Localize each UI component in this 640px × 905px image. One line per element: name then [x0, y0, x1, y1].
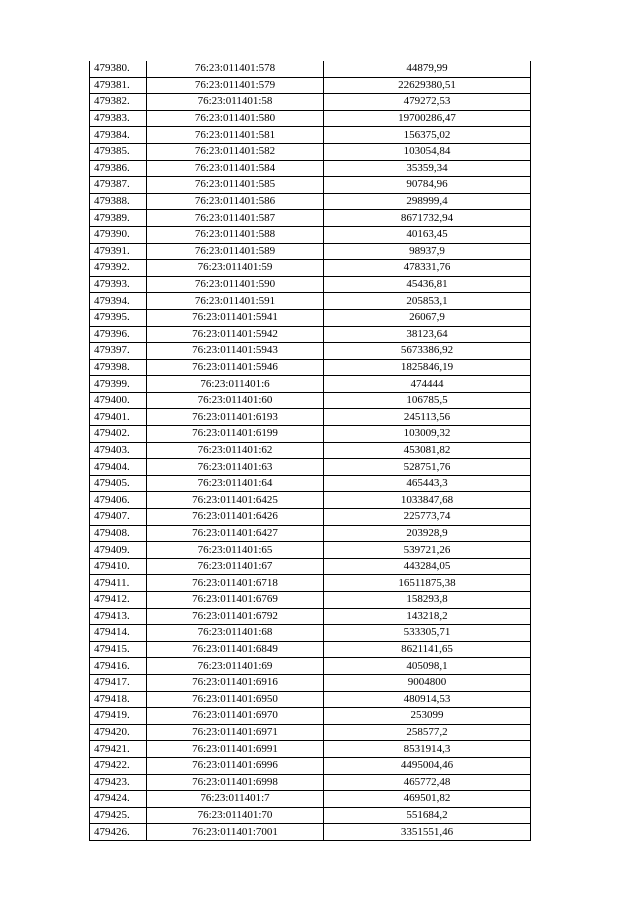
value-cell: 40163,45: [324, 226, 531, 243]
table-row: [90, 708, 531, 725]
row-number-cell: 479385.: [90, 143, 147, 160]
cadastral-number-cell: 76:23:011401:590: [147, 276, 324, 293]
row-number-cell: 479382.: [90, 94, 147, 111]
table-row: [90, 110, 531, 127]
table-body: [90, 61, 531, 840]
cadastral-number-cell: 76:23:011401:69: [147, 658, 324, 675]
cadastral-number-cell: 76:23:011401:5943: [147, 343, 324, 360]
table-row: [90, 625, 531, 642]
cadastral-number-cell: 76:23:011401:6998: [147, 774, 324, 791]
table-row: [90, 193, 531, 210]
value-cell: 478331,76: [324, 260, 531, 277]
value-cell: 1033847,68: [324, 492, 531, 509]
row-number-cell: 479413.: [90, 608, 147, 625]
cadastral-number-cell: 76:23:011401:58: [147, 94, 324, 111]
table-row: [90, 774, 531, 791]
table-row: [90, 608, 531, 625]
table-row: [90, 210, 531, 227]
cadastral-number-cell: 76:23:011401:580: [147, 110, 324, 127]
row-number-cell: 479416.: [90, 658, 147, 675]
value-cell: 245113,56: [324, 409, 531, 426]
value-cell: 90784,96: [324, 177, 531, 194]
row-number-cell: 479383.: [90, 110, 147, 127]
value-cell: 98937,9: [324, 243, 531, 260]
cadastral-number-cell: 76:23:011401:67: [147, 558, 324, 575]
value-cell: 203928,9: [324, 525, 531, 542]
value-cell: 469501,82: [324, 791, 531, 808]
table-row: [90, 824, 531, 841]
row-number-cell: 479408.: [90, 525, 147, 542]
table-row: [90, 359, 531, 376]
cadastral-number-cell: 76:23:011401:578: [147, 61, 324, 77]
cadastral-number-cell: 76:23:011401:68: [147, 625, 324, 642]
table-row: [90, 143, 531, 160]
cadastral-number-cell: 76:23:011401:62: [147, 442, 324, 459]
value-cell: 106785,5: [324, 392, 531, 409]
value-cell: 5673386,92: [324, 343, 531, 360]
row-number-cell: 479394.: [90, 293, 147, 310]
cadastral-number-cell: 76:23:011401:7: [147, 791, 324, 808]
table-row: [90, 459, 531, 476]
value-cell: 528751,76: [324, 459, 531, 476]
cadastral-number-cell: 76:23:011401:6769: [147, 592, 324, 609]
table-row: [90, 509, 531, 526]
cadastral-number-cell: 76:23:011401:5946: [147, 359, 324, 376]
row-number-cell: 479417.: [90, 674, 147, 691]
value-cell: 35359,34: [324, 160, 531, 177]
value-cell: 8621141,65: [324, 641, 531, 658]
cadastral-number-cell: 76:23:011401:6: [147, 376, 324, 393]
cadastral-number-cell: 76:23:011401:584: [147, 160, 324, 177]
value-cell: 44879,99: [324, 61, 531, 77]
cadastral-number-cell: 76:23:011401:6718: [147, 575, 324, 592]
cadastral-number-cell: 76:23:011401:60: [147, 392, 324, 409]
row-number-cell: 479390.: [90, 226, 147, 243]
table-row: [90, 558, 531, 575]
row-number-cell: 479380.: [90, 61, 147, 77]
cadastral-number-cell: 76:23:011401:581: [147, 127, 324, 144]
row-number-cell: 479409.: [90, 542, 147, 559]
row-number-cell: 479391.: [90, 243, 147, 260]
row-number-cell: 479415.: [90, 641, 147, 658]
cadastral-number-cell: 76:23:011401:6996: [147, 757, 324, 774]
value-cell: 533305,71: [324, 625, 531, 642]
value-cell: 8671732,94: [324, 210, 531, 227]
table-row: [90, 492, 531, 509]
row-number-cell: 479381.: [90, 77, 147, 94]
row-number-cell: 479421.: [90, 741, 147, 758]
table-row: [90, 127, 531, 144]
row-number-cell: 479411.: [90, 575, 147, 592]
table-row: [90, 376, 531, 393]
value-cell: 298999,4: [324, 193, 531, 210]
row-number-cell: 479398.: [90, 359, 147, 376]
cadastral-number-cell: 76:23:011401:63: [147, 459, 324, 476]
table-row: [90, 674, 531, 691]
value-cell: 16511875,38: [324, 575, 531, 592]
table-row: [90, 542, 531, 559]
value-cell: 156375,02: [324, 127, 531, 144]
row-number-cell: 479426.: [90, 824, 147, 841]
row-number-cell: 479412.: [90, 592, 147, 609]
cadastral-number-cell: 76:23:011401:70: [147, 807, 324, 824]
value-cell: 8531914,3: [324, 741, 531, 758]
value-cell: 103054,84: [324, 143, 531, 160]
cadastral-number-cell: 76:23:011401:6950: [147, 691, 324, 708]
row-number-cell: 479405.: [90, 475, 147, 492]
row-number-cell: 479396.: [90, 326, 147, 343]
row-number-cell: 479424.: [90, 791, 147, 808]
row-number-cell: 479389.: [90, 210, 147, 227]
value-cell: 539721,26: [324, 542, 531, 559]
value-cell: 465772,48: [324, 774, 531, 791]
cadastral-number-cell: 76:23:011401:6199: [147, 426, 324, 443]
table-row: [90, 392, 531, 409]
value-cell: 38123,64: [324, 326, 531, 343]
cadastral-number-cell: 76:23:011401:587: [147, 210, 324, 227]
cadastral-number-cell: 76:23:011401:585: [147, 177, 324, 194]
value-cell: 103009,32: [324, 426, 531, 443]
value-cell: 1825846,19: [324, 359, 531, 376]
row-number-cell: 479420.: [90, 724, 147, 741]
row-number-cell: 479423.: [90, 774, 147, 791]
row-number-cell: 479422.: [90, 757, 147, 774]
table-row: [90, 641, 531, 658]
value-cell: 205853,1: [324, 293, 531, 310]
value-cell: 480914,53: [324, 691, 531, 708]
cadastral-number-cell: 76:23:011401:64: [147, 475, 324, 492]
table-row: [90, 226, 531, 243]
cadastral-number-cell: 76:23:011401:586: [147, 193, 324, 210]
table-row: [90, 724, 531, 741]
table-row: [90, 293, 531, 310]
table-row: [90, 757, 531, 774]
value-cell: 158293,8: [324, 592, 531, 609]
cadastral-number-cell: 76:23:011401:6991: [147, 741, 324, 758]
cadastral-number-cell: 76:23:011401:5941: [147, 309, 324, 326]
cadastral-number-cell: 76:23:011401:6970: [147, 708, 324, 725]
value-cell: 26067,9: [324, 309, 531, 326]
table-row: [90, 525, 531, 542]
value-cell: 225773,74: [324, 509, 531, 526]
table-row: [90, 658, 531, 675]
cadastral-number-cell: 76:23:011401:6971: [147, 724, 324, 741]
table-row: [90, 160, 531, 177]
row-number-cell: 479395.: [90, 309, 147, 326]
row-number-cell: 479402.: [90, 426, 147, 443]
value-cell: 143218,2: [324, 608, 531, 625]
value-cell: 9004800: [324, 674, 531, 691]
cadastral-number-cell: 76:23:011401:65: [147, 542, 324, 559]
cadastral-value-table: [89, 61, 531, 841]
cadastral-number-cell: 76:23:011401:5942: [147, 326, 324, 343]
cadastral-number-cell: 76:23:011401:6427: [147, 525, 324, 542]
row-number-cell: 479387.: [90, 177, 147, 194]
table-row: [90, 309, 531, 326]
row-number-cell: 479388.: [90, 193, 147, 210]
table-row: [90, 741, 531, 758]
value-cell: 479272,53: [324, 94, 531, 111]
value-cell: 22629380,51: [324, 77, 531, 94]
cadastral-number-cell: 76:23:011401:6193: [147, 409, 324, 426]
row-number-cell: 479401.: [90, 409, 147, 426]
cadastral-number-cell: 76:23:011401:6916: [147, 674, 324, 691]
cadastral-number-cell: 76:23:011401:7001: [147, 824, 324, 841]
table-row: [90, 475, 531, 492]
row-number-cell: 479407.: [90, 509, 147, 526]
table-row: [90, 343, 531, 360]
value-cell: 465443,3: [324, 475, 531, 492]
row-number-cell: 479384.: [90, 127, 147, 144]
table-row: [90, 409, 531, 426]
row-number-cell: 479404.: [90, 459, 147, 476]
value-cell: 45436,81: [324, 276, 531, 293]
cadastral-number-cell: 76:23:011401:6426: [147, 509, 324, 526]
row-number-cell: 479397.: [90, 343, 147, 360]
value-cell: 19700286,47: [324, 110, 531, 127]
value-cell: 4495004,46: [324, 757, 531, 774]
row-number-cell: 479403.: [90, 442, 147, 459]
value-cell: 453081,82: [324, 442, 531, 459]
value-cell: 253099: [324, 708, 531, 725]
table-row: [90, 177, 531, 194]
table-row: [90, 77, 531, 94]
row-number-cell: 479410.: [90, 558, 147, 575]
table-row: [90, 807, 531, 824]
row-number-cell: 479393.: [90, 276, 147, 293]
table-row: [90, 791, 531, 808]
table-row: [90, 426, 531, 443]
table-row: [90, 243, 531, 260]
row-number-cell: 479392.: [90, 260, 147, 277]
cadastral-number-cell: 76:23:011401:589: [147, 243, 324, 260]
cadastral-number-cell: 76:23:011401:6849: [147, 641, 324, 658]
table-row: [90, 94, 531, 111]
cadastral-number-cell: 76:23:011401:59: [147, 260, 324, 277]
cadastral-number-cell: 76:23:011401:6792: [147, 608, 324, 625]
value-cell: 474444: [324, 376, 531, 393]
value-cell: 405098,1: [324, 658, 531, 675]
row-number-cell: 479419.: [90, 708, 147, 725]
table-row: [90, 592, 531, 609]
row-number-cell: 479386.: [90, 160, 147, 177]
row-number-cell: 479414.: [90, 625, 147, 642]
cadastral-number-cell: 76:23:011401:579: [147, 77, 324, 94]
table-row: [90, 326, 531, 343]
value-cell: 3351551,46: [324, 824, 531, 841]
value-cell: 443284,05: [324, 558, 531, 575]
table-row: [90, 442, 531, 459]
table-row: [90, 276, 531, 293]
cadastral-number-cell: 76:23:011401:6425: [147, 492, 324, 509]
row-number-cell: 479400.: [90, 392, 147, 409]
table-row: [90, 61, 531, 77]
row-number-cell: 479418.: [90, 691, 147, 708]
value-cell: 258577,2: [324, 724, 531, 741]
row-number-cell: 479425.: [90, 807, 147, 824]
table-row: [90, 691, 531, 708]
table-row: [90, 575, 531, 592]
row-number-cell: 479399.: [90, 376, 147, 393]
table-row: [90, 260, 531, 277]
cadastral-number-cell: 76:23:011401:591: [147, 293, 324, 310]
cadastral-number-cell: 76:23:011401:588: [147, 226, 324, 243]
row-number-cell: 479406.: [90, 492, 147, 509]
cadastral-number-cell: 76:23:011401:582: [147, 143, 324, 160]
value-cell: 551684,2: [324, 807, 531, 824]
